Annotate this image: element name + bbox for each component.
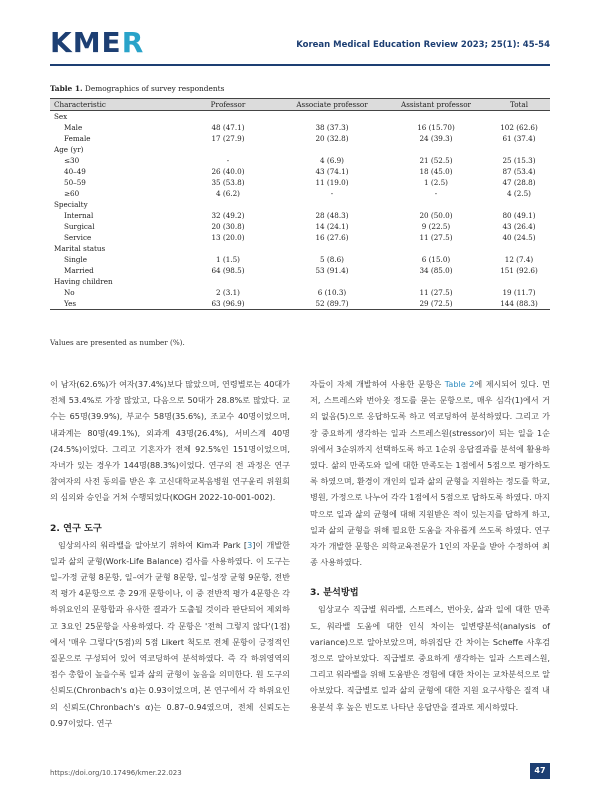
row-label: Marital status	[54, 244, 106, 253]
table-group-row	[50, 243, 550, 254]
table-row	[50, 166, 550, 177]
logo-main-text: KME	[50, 26, 122, 59]
row-label: ≤30	[64, 156, 80, 165]
table-cell: 17 (27.9)	[211, 134, 245, 143]
body-text: 자들이 자체 개발하여 사용한 문항은	[310, 379, 445, 389]
table-cell	[384, 144, 488, 155]
body-paragraph: 임상교수 직급별 워라밸, 스트레스, 번아웃, 삶과 일에 대한 만족도, 워라밸 도움에 대한 인식 차이는 일변량분석(analysis of variance)으로 알아보았으며, 하위집단 간 차이는 Scheffe 사후검정으로 알아보았다. 직급별로 중요하게 생각하는 일과 스트레스원, 그리고 워라밸을 위해 도움받은 경험에 대한 차이는 교차분석으로 알아보았다. 직급별로 일과 삶의 균형에 대한 지원 요구사항은 질적 내용분석 후 높은 빈도로 나타난 응답만을 결과로 제시하였다.	[310, 604, 550, 712]
table-cell: 16 (15.70)	[417, 123, 455, 132]
table-cell: 4 (2.5)	[507, 189, 531, 198]
table-cell: -	[226, 156, 230, 165]
table-cell	[176, 243, 280, 254]
table-cell	[384, 111, 488, 123]
table-cell: 11 (27.5)	[419, 288, 453, 297]
row-label: ≥60	[64, 189, 80, 198]
row-label: Female	[64, 134, 91, 143]
row-label: No	[64, 288, 75, 297]
body-text: 에 제시되어 있다. 먼저, 스트레스와 번아웃 정도를 묻는 문항으로, 매우 심각(1)에서 거의 없음(5)으로 응답하도록 하고 역코딩하여 분석하였다. 그리고 가장 중요하게 생각하는 일과 스트레스원(stressor)이 되는 일을 1순위에서 3순위까지 선택하도록 하고 1순위 응답결과를 분석에 활용하였다. 삶의 만족도와 일에 대한 만족도는 1점에서 5점으로 평가하도록 하였으며, 환경이 개인의 일과 삶의 균형을 지원하는 정도를 학교, 병원, 가정으로 나누어 각각 1점에서 5점으로 답하도록 하였다. 마지막으로 일과 삶의 균형에 대해 지원받은 적이 있는지를 답하게 하고, 일과 삶의 균형을 위해 필요한 도움을 자유롭게 쓰도록 하였다. 연구자가 개발한 문항은 의학교육전문가 1인의 자문을 받아 수정하여 최종 사용하였다.	[310, 379, 550, 568]
table-cell: 1 (2.5)	[424, 178, 448, 187]
journal-citation: Korean Medical Education Review 2023; 25(1): 45-54	[296, 40, 550, 50]
table-row	[50, 221, 550, 232]
row-label: 50–59	[64, 178, 86, 187]
table-cell: 4 (6.9)	[320, 156, 344, 165]
header-rule	[50, 64, 550, 66]
table-row	[50, 122, 550, 133]
table-cell: 53 (91.4)	[315, 266, 349, 275]
right-column	[310, 376, 550, 715]
row-label: Specialty	[54, 200, 88, 209]
table-cell: 13 (20.0)	[211, 233, 245, 242]
table-cell: 28 (48.3)	[315, 211, 349, 220]
table-row	[50, 133, 550, 144]
table-cell	[488, 111, 550, 123]
page-number: 47	[530, 763, 550, 779]
column-header: Characteristic	[50, 99, 176, 111]
table-cell: 52 (89.7)	[280, 298, 384, 310]
table-cell: 21 (52.5)	[419, 156, 453, 165]
table-cell: 144 (88.3)	[488, 298, 550, 310]
row-label: 40–49	[64, 167, 86, 176]
table-cell: 61 (37.4)	[502, 134, 536, 143]
table-cell	[176, 144, 280, 155]
row-label: Yes	[50, 298, 176, 310]
table-cell	[488, 144, 550, 155]
table-cell: 11 (27.5)	[419, 233, 453, 242]
table-cell: 40 (24.5)	[502, 233, 536, 242]
table-cell	[488, 199, 550, 210]
table-row	[50, 298, 550, 310]
table-cell: 20 (30.8)	[211, 222, 245, 231]
table-cell: 18 (45.0)	[419, 167, 453, 176]
row-label: Male	[64, 123, 83, 132]
table-cell	[176, 111, 280, 123]
row-label: Service	[64, 233, 92, 242]
table-cell	[384, 276, 488, 287]
table-cell	[176, 276, 280, 287]
table-reference-link[interactable]: Table 2	[444, 379, 475, 389]
table-cell: 11 (19.0)	[315, 178, 349, 187]
table-cell: 43 (74.1)	[315, 167, 349, 176]
table-cell	[384, 199, 488, 210]
table-cell: 87 (53.4)	[502, 167, 536, 176]
table-cell: 35 (53.8)	[211, 178, 245, 187]
table-cell: 34 (85.0)	[419, 266, 453, 275]
table-cell: 26 (40.0)	[211, 167, 245, 176]
table-cell: 48 (47.1)	[211, 123, 245, 132]
table-cell	[280, 111, 384, 123]
table-cell: 80 (49.1)	[502, 211, 536, 220]
table-body	[50, 111, 550, 310]
table-cell: 19 (11.7)	[502, 288, 536, 297]
body-paragraph	[310, 376, 550, 570]
table-note: Values are presented as number (%).	[50, 338, 185, 347]
column-header: Total	[488, 99, 550, 111]
table-cell: 2 (3.1)	[216, 288, 240, 297]
table-cell: -	[330, 189, 334, 198]
body-paragraph	[50, 537, 290, 731]
table-row	[50, 265, 550, 276]
row-label: Age (yr)	[54, 145, 84, 154]
body-paragraph: 이 남자(62.6%)가 여자(37.4%)보다 많았으며, 연령별로는 40대가 전체 53.4%로 가장 많았고, 다음으로 50대가 28.8%로 많았다. 교수는 65명(39.9%), 부교수 58명(35.6%), 조교수 40명이었으며, 내과계는 80명(49.1%), 외과계 43명(26.4%), 서비스계 40명(24.5%)이었다. 그리고 기혼자가 전체 92.5%인 151명이었으며, 자녀가 있는 경우가 144명(88.3%)이었다. 연구의 전 과정은 연구 참여자의 사전 동의를 받은 후 고신대학교복음병원 연구윤리 위원회의 심의와 승인을 거쳐 수행되었다(KOGH 2022-10-001-002).	[50, 379, 290, 503]
table-cell	[488, 276, 550, 287]
table-cell	[488, 243, 550, 254]
row-label: Sex	[54, 112, 68, 121]
section-heading: 3. 분석방법	[310, 587, 359, 599]
table-cell: 38 (37.3)	[315, 123, 349, 132]
table-row	[50, 155, 550, 166]
row-label: Married	[64, 266, 94, 275]
column-header: Professor	[176, 99, 280, 111]
table-row	[50, 177, 550, 188]
table-cell	[384, 243, 488, 254]
table-cell: 47 (28.8)	[502, 178, 536, 187]
reference-link[interactable]: 3	[247, 539, 253, 550]
table-cell	[176, 199, 280, 210]
table-row	[50, 210, 550, 221]
table-group-row	[50, 199, 550, 210]
left-column	[50, 376, 290, 731]
table-cell: 29 (72.5)	[384, 298, 488, 310]
table-cell: 25 (15.3)	[502, 156, 536, 165]
journal-logo	[50, 26, 144, 59]
body-text: ]이 개발한 일과 삶의 균형(Work-Life Balance) 검사를 사용하였다. 이 도구는 일–가정 균형 8문항, 일–여가 균형 8문항, 일–성장 균형 9문항, 전반적 평가 4문항으로 총 29개 문항이나, 이 중 전반적 평가 4문항은 각 하위요인의 문항합과 유사한 결과가 도출될 것이라 판단되어 제외하고 3요인 25문항을 사용하였다. 각 문항은 '전혀 그렇지 않다'(1점)에서 '매우 그렇다'(5점)의 5점 Likert 척도로 전체 문항이 긍정적인 질문으로 구성되어 있어 역코딩하여 분석하였다. 즉 각 하위영역의 점수 총합이 높을수록 일과 삶의 균형이 높음을 의미한다. 원 도구의 신뢰도(Chronbach's α)는 0.93이었으며, 본 연구에서 각 하위요인의 신뢰도(Chronbach's α)는 0.87–0.94였으며, 전체 신뢰도는 0.97이었다. 연구	[50, 539, 290, 728]
table-cell: 102 (62.6)	[500, 123, 538, 132]
doi-link[interactable]: https://doi.org/10.17496/kmer.22.023	[50, 769, 182, 777]
table-cell: 20 (32.8)	[315, 134, 349, 143]
table-group-row	[50, 111, 550, 123]
table-cell: 5 (8.6)	[320, 255, 344, 264]
table-cell: 6 (15.0)	[421, 255, 451, 264]
table-cell: 16 (27.6)	[315, 233, 349, 242]
table-group-row	[50, 144, 550, 155]
table-caption	[50, 84, 224, 93]
table-cell: 151 (92.6)	[500, 266, 538, 275]
table-cell: 24 (39.3)	[419, 134, 453, 143]
table-cell	[280, 144, 384, 155]
table-cell: 32 (49.2)	[211, 211, 245, 220]
table-row	[50, 254, 550, 265]
table-cell: 12 (7.4)	[504, 255, 534, 264]
table-row	[50, 232, 550, 243]
table-cell: 9 (22.5)	[421, 222, 451, 231]
table-cell	[280, 243, 384, 254]
table-cell: -	[434, 189, 438, 198]
table-header-row	[50, 99, 550, 111]
row-label: Single	[64, 255, 88, 264]
row-label: Having children	[54, 277, 113, 286]
table-cell	[280, 199, 384, 210]
table-caption-text: Demographics of survey respondents	[84, 84, 225, 93]
table-cell: 43 (26.4)	[502, 222, 536, 231]
table-cell	[280, 276, 384, 287]
body-text: 임상의사의 워라밸을 알아보기 위하여 Kim과 Park [	[58, 539, 248, 550]
table-cell: 64 (98.5)	[211, 266, 245, 275]
table-caption-label: Table 1.	[50, 84, 83, 93]
column-header: Associate professor	[280, 99, 384, 111]
section-heading: 2. 연구 도구	[50, 522, 102, 534]
table-cell: 63 (96.9)	[176, 298, 280, 310]
table-cell: 6 (10.3)	[317, 288, 347, 297]
row-label: Surgical	[64, 222, 95, 231]
table-cell: 14 (24.1)	[315, 222, 349, 231]
demographics-table	[50, 98, 550, 310]
table-group-row	[50, 276, 550, 287]
table-row	[50, 188, 550, 199]
table-cell: 1 (1.5)	[216, 255, 240, 264]
table-row	[50, 287, 550, 298]
row-label: Internal	[64, 211, 94, 220]
logo-accent-letter: R	[121, 26, 145, 59]
column-header: Assistant professor	[384, 99, 488, 111]
table-cell: 20 (50.0)	[419, 211, 453, 220]
table-cell: 4 (6.2)	[216, 189, 240, 198]
